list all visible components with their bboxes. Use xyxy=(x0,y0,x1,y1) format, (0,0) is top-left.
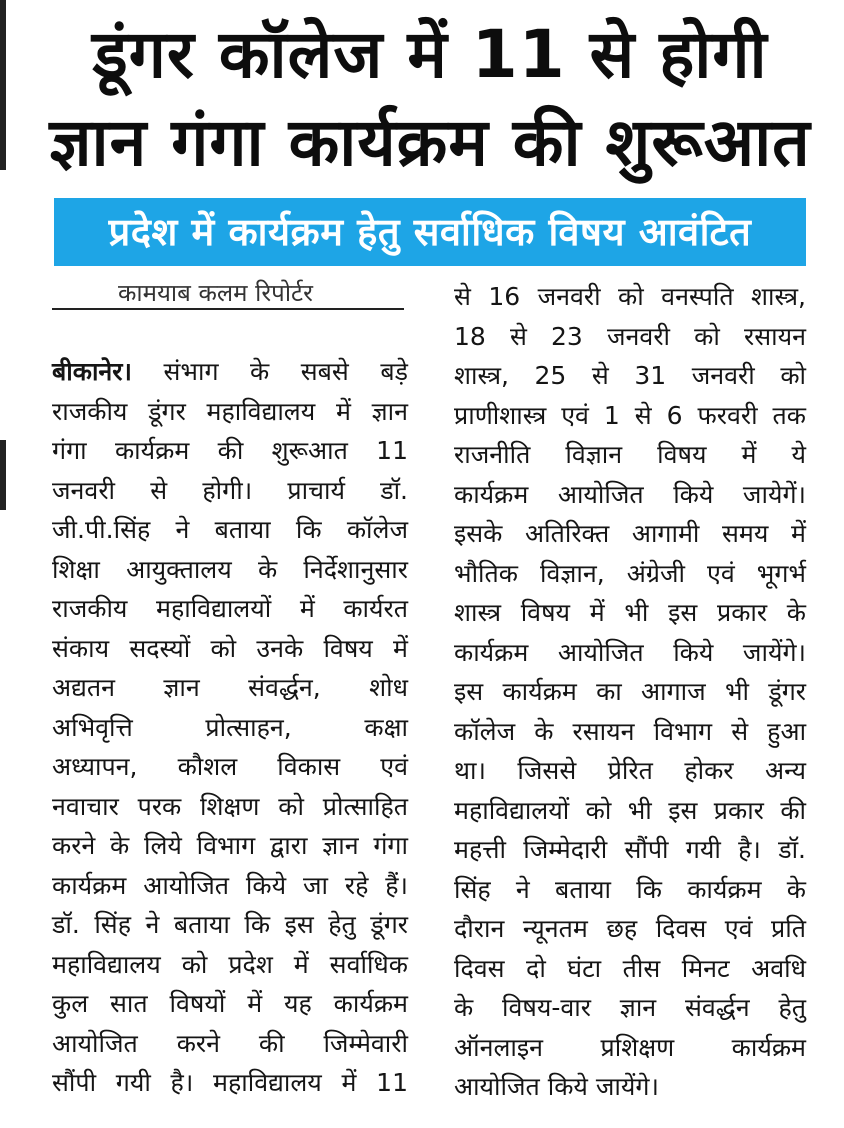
article-line: डॉ. सिंह ने बताया कि इस हेतु डूंगर xyxy=(52,910,408,939)
article-line: जी.पी.सिंह ने बताया कि कॉलेज xyxy=(52,515,408,544)
article-line: जनवरी से होगी। प्राचार्य डॉ. xyxy=(52,475,408,505)
article-line: संकाय सदस्यों को उनके विषय में xyxy=(52,633,408,663)
article-line: आयोजित करने की जिम्मेवारी xyxy=(52,1028,408,1058)
article-line: शास्त्र विषय में भी इस प्रकार के xyxy=(454,598,806,627)
article-line: कार्यक्रम आयोजित किये जायेंगे। xyxy=(454,637,806,667)
article-line: शास्त्र, 25 से 31 जनवरी को xyxy=(454,361,806,390)
article-line: गंगा कार्यक्रम की शुरूआत 11 xyxy=(52,436,408,465)
article-line: करने के लिये विभाग द्वारा ज्ञान गंगा xyxy=(52,831,408,860)
article-line: भौतिक विज्ञान, अंग्रेजी एवं भूगर्भ xyxy=(454,558,806,588)
byline-rule xyxy=(52,308,404,310)
article-line: अध्यापन, कौशल विकास एवं xyxy=(52,752,408,781)
article-line: शिक्षा आयुक्तालय के निर्देशानुसार xyxy=(52,554,408,584)
headline-line-1: डूंगर कॉलेज में 11 से होगी xyxy=(92,16,768,93)
byline: कामयाब कलम रिपोर्टर xyxy=(118,279,313,307)
adjacent-column-edge xyxy=(0,0,6,170)
article-line: के विषय-वार ज्ञान संवर्द्धन हेतु xyxy=(454,993,806,1022)
article-line: कार्यक्रम आयोजित किये जायेगें। xyxy=(454,479,806,509)
article-line: इसके अतिरिक्त आगामी समय में xyxy=(454,519,806,548)
article-line: महत्ती जिम्मेदारी सौंपी गयी है। डॉ. xyxy=(454,835,806,864)
article-line: कॉलेज के रसायन विभाग से हुआ xyxy=(454,716,806,746)
article-line: इस कार्यक्रम का आगाज भी डूंगर xyxy=(454,677,806,706)
article-line: 18 से 23 जनवरी को रसायन xyxy=(454,321,806,351)
article-line: अद्यतन ज्ञान संवर्द्धन, शोध xyxy=(52,673,408,702)
article-line: ऑनलाइन प्रशिक्षण कार्यक्रम xyxy=(454,1032,806,1062)
article-line: दौरान न्यूनतम छह दिवस एवं प्रति xyxy=(454,914,806,943)
article-line: महाविद्यालयों को भी इस प्रकार की xyxy=(454,795,806,825)
article-line: सौंपी गयी है। महाविद्यालय में 11 xyxy=(52,1068,408,1097)
article-line: राजनीति विज्ञान विषय में ये xyxy=(454,440,806,469)
article-line: दिवस दो घंटा तीस मिनट अवधि xyxy=(454,953,806,983)
article-line: नवाचार परक शिक्षण को प्रोत्साहित xyxy=(52,791,408,821)
subheadline: प्रदेश में कार्यक्रम हेतु सर्वाधिक विषय आवंटित xyxy=(108,210,752,254)
article-line: राजकीय महाविद्यालयों में कार्यरत xyxy=(52,594,408,623)
article-line: आयोजित किये जायेंगे। xyxy=(454,1072,659,1101)
adjacent-column-edge xyxy=(0,440,6,510)
headline-line-2: ज्ञान गंगा कार्यक्रम की शुरूआत xyxy=(49,104,811,181)
article-line: कार्यक्रम आयोजित किये जा रहे हैं। xyxy=(52,870,408,900)
dateline: बीकानेर। xyxy=(52,357,133,386)
article-column-left xyxy=(52,352,408,1103)
article-line: था। जिससे प्रेरित होकर अन्य xyxy=(454,756,806,785)
article-line: राजकीय डूंगर महाविद्यालय में ज्ञान xyxy=(52,396,408,426)
article-line: सिंह ने बताया कि कार्यक्रम के xyxy=(454,874,806,904)
article-line: अभिवृत्ति प्रोत्साहन, कक्षा xyxy=(52,712,408,742)
article-column-right xyxy=(454,277,806,1107)
article-line: बीकानेर। संभाग के सबसे बड़े xyxy=(52,357,408,386)
article-line: से 16 जनवरी को वनस्पति शास्त्र, xyxy=(454,282,806,311)
article-line: कुल सात विषयों में यह कार्यक्रम xyxy=(52,989,408,1018)
article-line: प्राणीशास्त्र एवं 1 से 6 फरवरी तक xyxy=(454,400,806,430)
article-line: महाविद्यालय को प्रदेश में सर्वाधिक xyxy=(52,949,408,979)
